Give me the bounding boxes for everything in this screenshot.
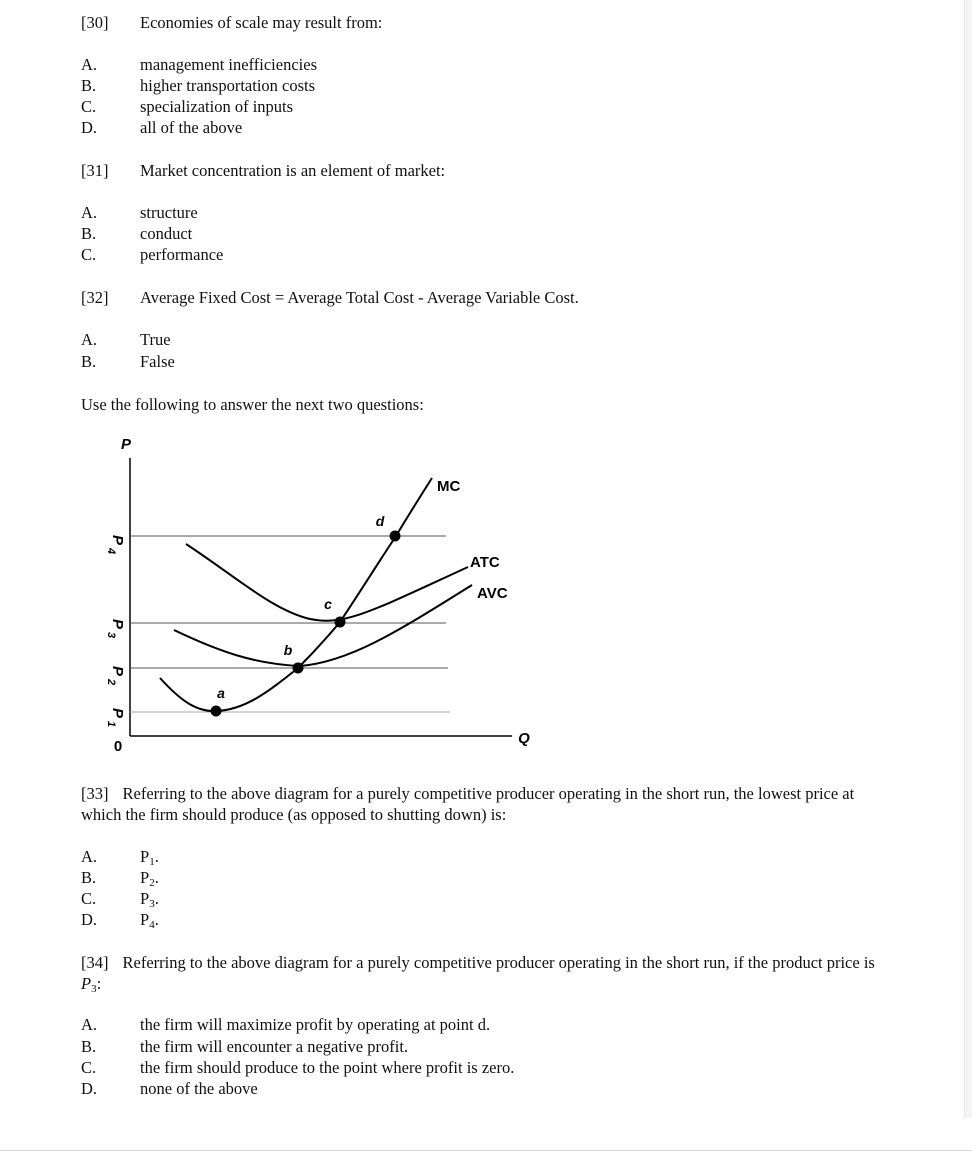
- option-subscript: 2: [149, 877, 155, 889]
- option-32-b: [81, 352, 175, 372]
- option-letter: C.: [81, 889, 97, 908]
- option-text: the firm will encounter a negative profit.: [140, 1037, 409, 1056]
- option-letter: C.: [81, 1058, 97, 1077]
- option-letter: A.: [81, 55, 98, 74]
- option-end: .: [154, 868, 159, 887]
- instruction-text: Use the following to answer the next two questions:: [81, 395, 424, 414]
- option-34-d: [81, 1079, 258, 1099]
- option-letter: D.: [81, 1079, 98, 1098]
- atc-label: ATC: [470, 554, 500, 571]
- option-letter: A.: [81, 847, 98, 866]
- p1-label: [105, 708, 126, 727]
- option-33-a: [81, 847, 159, 867]
- question-number: [30]: [81, 13, 109, 32]
- point-b-dot: [293, 663, 304, 674]
- option-text: performance: [140, 245, 224, 264]
- point-d-label: d: [375, 513, 385, 529]
- mc-label: MC: [437, 478, 461, 495]
- option-33-b: [81, 868, 159, 888]
- option-letter: A.: [81, 1015, 98, 1034]
- option-text: higher transportation costs: [140, 76, 316, 95]
- option-text: P: [140, 910, 150, 929]
- option-text: False: [140, 352, 175, 371]
- svg-text:P: P: [109, 665, 126, 677]
- x-axis-label: Q: [518, 730, 530, 747]
- option-text: P: [140, 847, 150, 866]
- option-33-d: [81, 910, 159, 930]
- option-30-a: [81, 55, 317, 75]
- option-33-c: [81, 889, 159, 909]
- option-31-c: [81, 245, 223, 265]
- option-subscript: 1: [149, 856, 155, 868]
- option-30-b: [81, 76, 315, 96]
- y-axis-label: P: [120, 436, 132, 453]
- option-text: all of the above: [140, 118, 243, 137]
- cost-curves-diagram: [0, 430, 600, 760]
- mc-curve: [160, 478, 432, 711]
- vertical-scrollbar[interactable]: [964, 0, 972, 1118]
- question-number: [34]: [81, 953, 109, 972]
- option-letter: B.: [81, 76, 97, 95]
- point-a-dot: [211, 706, 222, 717]
- p2-label: [105, 666, 126, 685]
- question-text-end: :: [96, 974, 102, 993]
- question-text: Referring to the above diagram for a purely competitive producer operating in the short run, if the product price is: [122, 953, 875, 972]
- svg-text:P: P: [109, 707, 126, 719]
- option-31-b: [81, 224, 192, 244]
- svg-text:P: P: [109, 618, 126, 630]
- option-text: specialization of inputs: [140, 97, 294, 116]
- option-31-a: [81, 203, 198, 223]
- option-text: the firm will maximize profit by operating at point d.: [140, 1015, 491, 1034]
- question-number: [31]: [81, 161, 109, 180]
- option-end: .: [154, 847, 159, 866]
- question-text: Market concentration is an element of market:: [140, 161, 446, 180]
- svg-text:P: P: [109, 534, 126, 546]
- cost-curves-svg: [0, 430, 600, 760]
- option-letter: A.: [81, 330, 98, 349]
- option-30-c: [81, 97, 293, 117]
- option-end: .: [154, 910, 159, 929]
- option-letter: D.: [81, 910, 98, 929]
- avc-curve: [174, 585, 472, 666]
- option-text: P: [140, 868, 150, 887]
- option-letter: A.: [81, 203, 98, 222]
- option-34-b: [81, 1037, 408, 1057]
- option-text: structure: [140, 203, 198, 222]
- svg-text:4: 4: [105, 548, 117, 555]
- question-31: [81, 161, 445, 181]
- point-c-dot: [335, 617, 346, 628]
- option-letter: B.: [81, 868, 97, 887]
- point-d-dot: [390, 531, 401, 542]
- question-text: Economies of scale may result from:: [140, 13, 383, 32]
- p3-label: [105, 619, 126, 638]
- option-letter: D.: [81, 118, 98, 137]
- origin-label: 0: [113, 738, 123, 755]
- question-text: Referring to the above diagram for a purely competitive producer operating in the short run, the lowest price at which the firm should produce (as opposed to shutting down) is:: [81, 784, 855, 824]
- point-a-label: a: [217, 685, 225, 701]
- option-text: P: [140, 889, 150, 908]
- option-subscript: 4: [149, 919, 155, 931]
- question-number: [32]: [81, 288, 109, 307]
- price-symbol: P: [81, 974, 92, 993]
- option-letter: B.: [81, 352, 97, 371]
- svg-text:3: 3: [105, 632, 117, 639]
- option-letter: B.: [81, 1037, 97, 1056]
- point-b-label: b: [283, 642, 293, 658]
- p4-label: [105, 535, 126, 554]
- question-33: [81, 783, 881, 825]
- point-c-label: c: [324, 596, 332, 612]
- option-letter: B.: [81, 224, 97, 243]
- option-34-c: [81, 1058, 514, 1078]
- svg-text:2: 2: [105, 679, 117, 686]
- option-34-a: [81, 1015, 490, 1035]
- option-32-a: [81, 330, 171, 350]
- option-letter: C.: [81, 97, 97, 116]
- option-text: True: [140, 330, 171, 349]
- option-text: management inefficiencies: [140, 55, 317, 74]
- svg-text:1: 1: [105, 721, 117, 728]
- bottom-divider: [0, 1150, 972, 1151]
- option-text: conduct: [140, 224, 193, 243]
- option-subscript: 3: [149, 898, 155, 910]
- question-number: [33]: [81, 784, 109, 803]
- question-34: [81, 952, 881, 994]
- option-30-d: [81, 118, 242, 138]
- option-text: the firm should produce to the point where profit is zero.: [140, 1058, 515, 1077]
- price-subscript: 3: [91, 983, 97, 995]
- avc-label: AVC: [477, 585, 508, 602]
- option-letter: C.: [81, 245, 97, 264]
- question-text: Average Fixed Cost = Average Total Cost - Average Variable Cost.: [140, 288, 579, 307]
- question-30: [81, 13, 382, 33]
- question-32: [81, 288, 579, 308]
- option-end: .: [154, 889, 159, 908]
- option-text: none of the above: [140, 1079, 258, 1098]
